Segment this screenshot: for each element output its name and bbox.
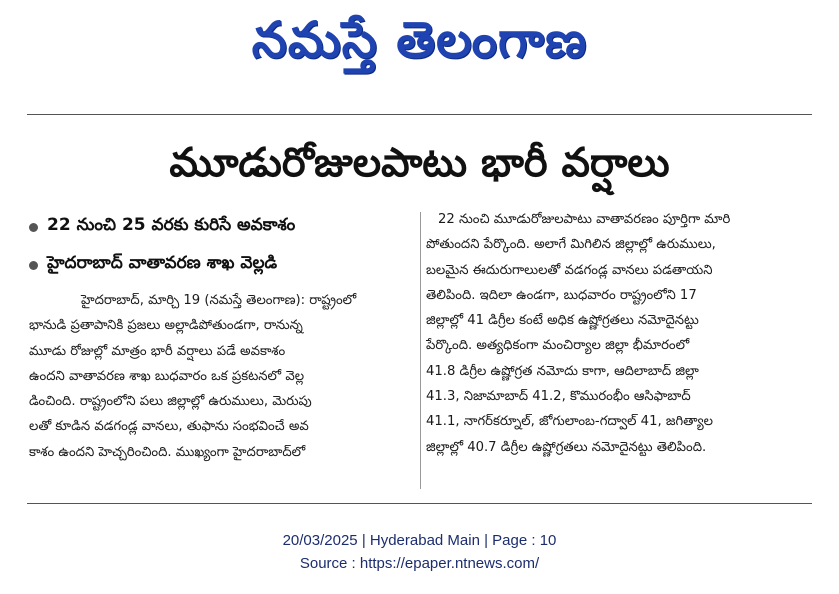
headline-text: మూడురోజులపాటు భారీ వర్షాలు	[169, 139, 670, 186]
top-divider	[27, 114, 812, 115]
article-line: తెలిపింది. ఇదిలా ఉండగా, బుధవారం రాష్ట్రంలోని 17	[426, 287, 697, 303]
bullet-item	[29, 248, 421, 282]
article-line: 41.3, నిజామాబాద్ 41.2, కొమురంభీం ఆసిఫాబాద్	[426, 389, 691, 405]
article-line: పేర్కొంది. అత్యధికంగా మంచిర్యాల జిల్లా భీమారంలో	[426, 338, 690, 354]
article-line: పోతుందని పేర్కొంది. అలాగే మిగిలిన జిల్లాల్లో ఉరుములు,	[426, 237, 716, 253]
article-line: 41.1, నాగర్‌కర్నూల్, జోగులాంబ-గద్వాల్ 41, జగిత్యాల	[426, 414, 713, 430]
footer-source-link[interactable]: Source : https://epaper.ntnews.com/	[299, 555, 540, 572]
bullet-dot-icon	[29, 223, 38, 232]
masthead	[0, 2, 839, 90]
article-line: డించింది. రాష్ట్రంలోని పలు జిల్లాల్లో ఉరుములు, మెరుపు	[29, 394, 312, 410]
bullet-item	[29, 210, 421, 244]
bullet-dot-icon	[29, 261, 38, 270]
headline	[0, 130, 839, 205]
masthead-title: నమస్తే తెలంగాణ	[251, 10, 588, 69]
article-line: బలమైన ఈదురుగాలులతో వడగండ్ల వానలు పడతాయని	[426, 262, 713, 278]
article-line: హైదరాబాద్, మార్చి 19 (నమస్తే తెలంగాణ): రాష్ట్రంలో	[81, 293, 357, 308]
column-divider	[420, 212, 421, 489]
article-line: కాశం ఉందని హెచ్చరించింది. ముఖ్యంగా హైదరాబాద్‌లో	[29, 444, 306, 460]
article-line: 41.8 డిగ్రీల ఉష్ణోగ్రత నమోదు కాగా, ఆదిలాబాద్ జిల్లా	[426, 363, 699, 379]
article-line: జిల్లాల్లో 41 డిగ్రీల కంటే అధిక ఉష్ణోగ్రతలు నమోదైనట్టు	[426, 313, 699, 329]
bullet-text: 22 నుంచి 25 వరకు కురిసే అవకాశం	[47, 215, 296, 235]
footer-edition-info: 20/03/2025 | Hyderabad Main | Page : 10	[282, 532, 557, 549]
article-line: భానుడి ప్రతాపానికి ప్రజలు అల్లాడిపోతుండగా, రానున్న	[29, 318, 303, 334]
bullet-text: హైదరాబాద్ వాతావరణ శాఖ వెల్లడి	[47, 253, 278, 273]
article-line: ఉందని వాతావరణ శాఖ బుధవారం ఒక ప్రకటనలో వెల్ల	[29, 368, 305, 384]
bottom-divider	[27, 503, 812, 504]
article-line: లతో కూడిన వడగండ్ల వానలు, తుఫాను సంభవించే అవ	[29, 419, 309, 435]
article-line: జిల్లాల్లో 40.7 డిగ్రీల ఉష్ణోగ్రతలు నమోదైనట్టు తెలిపింది.	[426, 439, 707, 455]
article-left-column	[29, 210, 421, 465]
article-line: 22 నుంచి మూడురోజులపాటు వాతావరణం పూర్తిగా మారి	[438, 212, 731, 227]
article-right-column	[426, 207, 818, 460]
article-line: మూడు రోజుల్లో మాత్రం భారీ వర్షాలు పడే అవకాశం	[29, 343, 286, 359]
